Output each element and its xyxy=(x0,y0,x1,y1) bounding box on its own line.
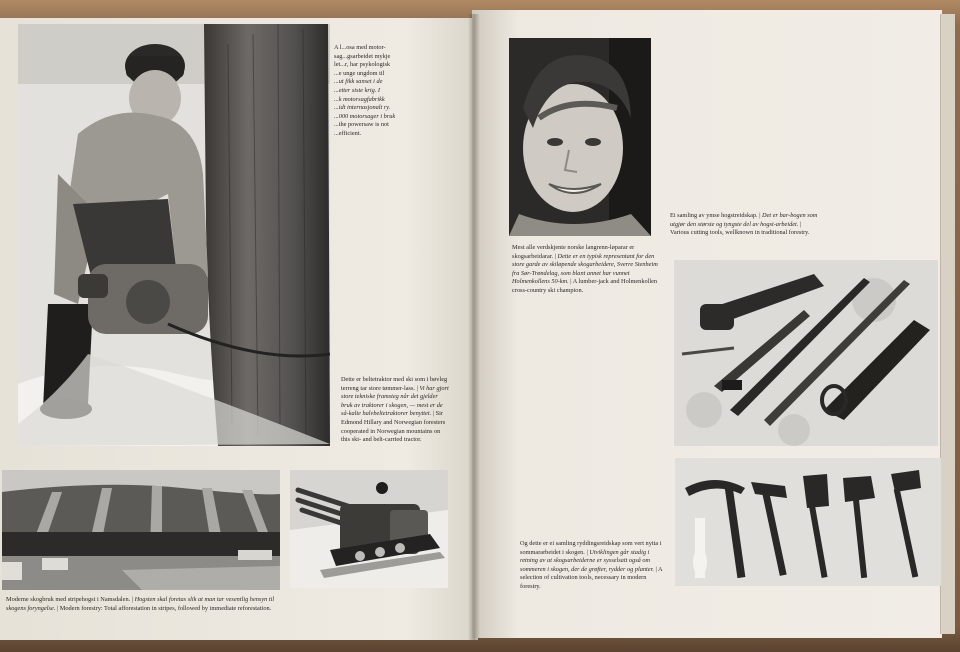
cultivation-tools-caption: Og dette er ei samling ryddingsreidskap som vert nytta i sommararbeidet i skogen. | Utviklingen går stadig i retning av at skogsarbeiderne er sysselsatt også om sommeren i skogen, der de grøfter, rydder og planter. | A selection of cultivation tools, necessary in modern forestry. xyxy=(520,540,663,590)
skier-portrait-photo xyxy=(509,38,651,236)
saw-intro-caption xyxy=(334,44,442,139)
tractor-caption-italic: Vi har gjort store tekniske framsteg når det gjelder bruk av traktorer i skogen, — mest er de så-kalte halvbeltetraktorer benyttet. xyxy=(341,384,449,418)
tractor-caption-english: Sir Edmond Hillary and Norwegian foresters cooperated in Norwegian mountains on this ski- and belt-carried tractor. xyxy=(341,410,446,444)
caption-line: let...r, har psykologisk xyxy=(334,61,391,69)
page-edge-right xyxy=(940,14,955,634)
cutting-tools-caption-italic: Det er bar-bogen som utgjør den største og tyngste del av hogst-arbeidet. xyxy=(670,212,818,228)
caption-line: ...the powersaw is not xyxy=(334,121,389,129)
reforestation-caption-norwegian: Moderne skogbruk med stripehogst i Namsdalen. xyxy=(6,596,131,603)
caption-line: ...etter siste krig. I xyxy=(334,86,380,94)
tractor-caption-norwegian: Dette er beltetraktor med ski som i bøvleg terreng tar store tømmer-lass. xyxy=(341,376,448,392)
skier-caption-english: A lumber-jack and Holmenkollen cross-country ski champion. xyxy=(512,278,658,294)
cultivation-tools-photo xyxy=(675,458,941,586)
skier-caption: Mest alle verdskjente norske langrenn-løparar er skogsarbeidarar. | Dette er en typisk representant for den store garde av skiløpende skogarbeidere, Sverre Stenheim fra Sør-Trøndelag, som blant annet har vunnet Holmenkollens 50-km. | A lumber-jack and Holmenkollen cross-country ski champion. xyxy=(512,244,658,294)
cultivation-tools-caption-english: A selection of cultivation tools, necessary in modern forestry. xyxy=(520,565,663,590)
cultivation-tools-caption-norwegian: Og dette er ei samling ryddingsreidskap som vert nytta i sommararbeidet i skogen. xyxy=(520,540,662,556)
book-gutter xyxy=(468,14,480,640)
caption-line: ...ut fikk sanset i de xyxy=(334,78,383,86)
tractor-caption: Dette er beltetraktor med ski som i bøvleg terreng tar store tømmer-lass. | Vi har gjort store tekniske framsteg når det gjelder bruk av traktorer i skogen, — mest er de så-kalte halvbeltetraktorer benyttet. | Sir Edmond Hillary and Norwegian foresters cooperated in Norwegian mountains on this ski- and belt-carried tractor. xyxy=(341,376,449,444)
ski-tractor-photo xyxy=(290,470,448,588)
skier-caption-norwegian: Mest alle verdskjente norske langrenn-løparar er skogsarbeidarar. xyxy=(512,244,635,260)
lumberjack-chainsaw-photo xyxy=(18,24,330,446)
skier-caption-italic: Dette er en typisk representant for den store garde av skiløpende skogarbeidere, Sverre Stenheim fra Sør-Trøndelag, som blant annet har vunnet Holmenkollens 50-km. xyxy=(512,252,658,286)
cutting-tools-caption: Ei samling av ymse hogstreidskap. | Det er bar-bogen som utgjør den største og tyngste del av hogst-arbeidet. | Various cutting tools, wellknown in traditional forestry. xyxy=(670,212,818,237)
cutting-tools-caption-norwegian: Ei samling av ymse hogstreidskap. xyxy=(670,212,758,219)
cutting-tools-caption-english: Various cutting tools, wellknown in traditional forestry. xyxy=(670,229,810,237)
caption-line: sag...gsarbeidet mykje xyxy=(334,52,391,60)
reforestation-caption: Moderne skogbruk med stripehogst i Namsdalen. | Hogsten skal foretas slik at man tar vesentlig hensyn til skogens foryngelse. | Modern forestry: Total afforestation in stripes, followed by immediate reforestation. xyxy=(6,596,275,612)
caption-line: A l...osa med motor- xyxy=(334,44,386,51)
strip-forestry-photo xyxy=(2,470,280,590)
caption-line: ...000 motorsager i bruk xyxy=(334,112,396,120)
cultivation-tools-caption-italic: Utviklingen går stadig i retning av at skogsarbeiderne er sysselsatt også om sommeren i skogen, der de grøfter, rydder og planter. xyxy=(520,548,654,573)
reforestation-caption-italic: Hogsten skal foretas slik at man tar vesentlig hensyn til skogens foryngelse. xyxy=(6,596,275,612)
caption-line: ...efficient. xyxy=(334,129,362,137)
caption-line: ...k motorsagfabrikk xyxy=(334,95,385,103)
caption-line: ...idt internasjonalt ry. xyxy=(334,104,391,112)
reforestation-caption-english: Modern forestry: Total afforestation in stripes, followed by immediate reforestation. xyxy=(59,604,272,612)
caption-line: ...e unge ungdom til xyxy=(334,69,385,77)
cutting-tools-photo xyxy=(674,260,938,446)
